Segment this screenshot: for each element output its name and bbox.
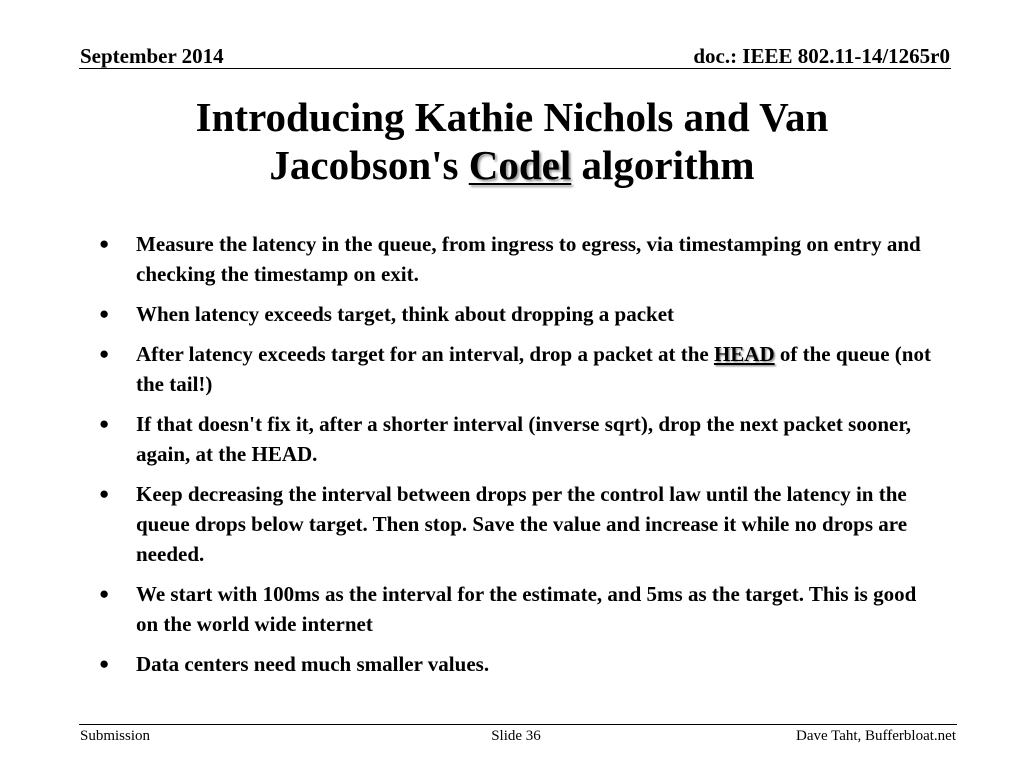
bullet-item	[96, 649, 938, 679]
header-doc-id: doc.: IEEE 802.11-14/1265r0	[693, 44, 950, 68]
bullet-text: If that doesn't fix it, after a shorter interval (inverse sqrt), drop the next packet sooner, again, at the HEAD.	[136, 412, 911, 466]
slide-title	[80, 93, 944, 189]
title-codel-link[interactable]: Codel	[468, 142, 572, 188]
bullet-dot-icon: ●	[99, 654, 110, 673]
footer-author: Dave Taht, Bufferbloat.net	[795, 728, 956, 744]
footer-submission: Submission	[80, 728, 151, 744]
header-rule	[79, 68, 951, 69]
head-link[interactable]: HEAD	[713, 342, 775, 366]
bullet-item	[96, 409, 938, 469]
title-line-2-suffix: algorithm	[581, 142, 755, 188]
title-line-1: Introducing Kathie Nichols and Van	[195, 94, 829, 140]
bullet-item	[96, 579, 938, 639]
bullet-dot-icon: ●	[99, 484, 110, 503]
title-line-2-prefix: Jacobson's	[269, 142, 459, 188]
header-date: September 2014	[80, 44, 224, 68]
bullet-text: Measure the latency in the queue, from ingress to egress, via timestamping on entry and checking the timestamp on exit.	[136, 232, 921, 286]
bullet-list	[96, 229, 938, 689]
bullet-dot-icon: ●	[99, 304, 110, 323]
bullet-text-after: of the queue (not the tail!)	[136, 342, 931, 396]
bullet-item	[96, 479, 938, 569]
bullet-dot-icon: ●	[99, 584, 110, 603]
bullet-dot-icon: ●	[99, 344, 110, 363]
bullet-text-before: After latency exceeds target for an interval, drop a packet at the	[136, 342, 709, 366]
bullet-item	[96, 339, 938, 399]
bullet-dot-icon: ●	[99, 414, 110, 433]
bullet-dot-icon: ●	[99, 234, 110, 253]
bullet-text: Keep decreasing the interval between drops per the control law until the latency in the queue drops below target. Then stop. Save the value and increase it while no drops are needed.	[136, 482, 908, 566]
bullet-text: We start with 100ms as the interval for the estimate, and 5ms as the target. This is good on the world wide internet	[136, 582, 917, 636]
footer-slide-number: Slide 36	[491, 728, 541, 744]
bullet-item	[96, 229, 938, 289]
footer-rule	[79, 724, 957, 725]
bullet-text: Data centers need much smaller values.	[136, 652, 490, 676]
bullet-text: When latency exceeds target, think about dropping a packet	[136, 302, 675, 326]
bullet-item	[96, 299, 938, 329]
